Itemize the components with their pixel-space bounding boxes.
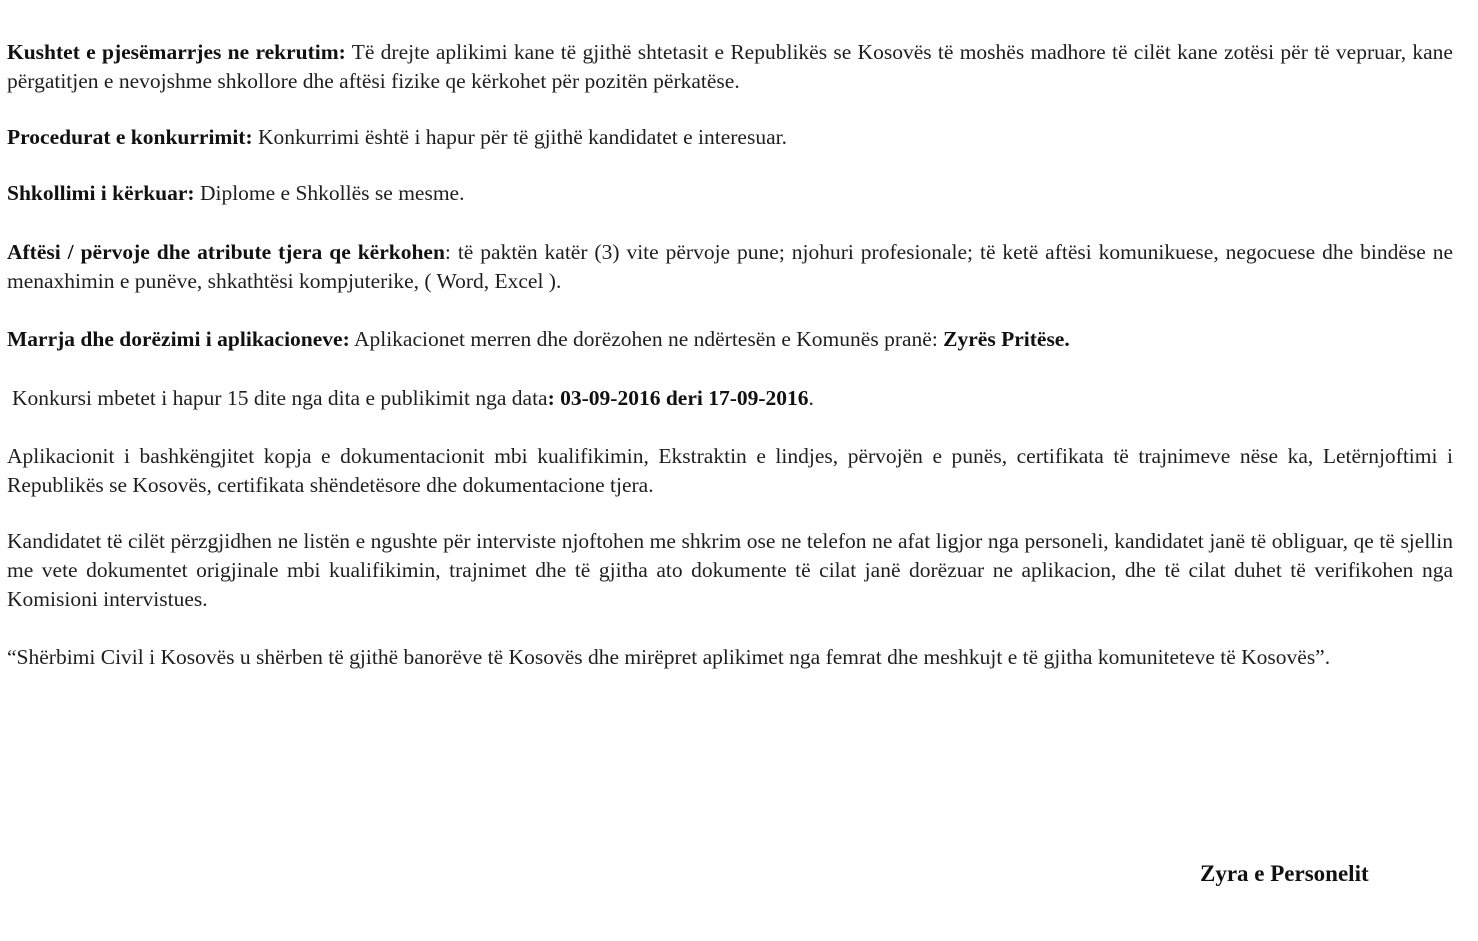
signature-personnel-office: Zyra e Personelit	[1200, 861, 1369, 886]
required-education-label: Shkollimi i kërkuar:	[7, 181, 195, 205]
participation-conditions-text: Të drejte aplikimi kane të gjithë shtetasit e Republikës se Kosovës të moshës madhore të cilët kane zotësi për të vepruar, kane përgatitjen e nevojshme shkollore dhe aftësi fizike qe kërkohet për pozitën përkatëse.	[7, 40, 1453, 93]
application-submission-paragraph	[7, 325, 1453, 354]
civil-service-text: “Shërbimi Civil i Kosovës u shërben të gjithë banorëve të Kosovës dhe mirëpret aplikimet nga femrat dhe meshkujt e të gjitha komuniteteve të Kosovës”.	[7, 645, 1331, 669]
application-submission-text: Aplikacionet merren dhe dorëzohen ne ndërtesën e Komunës pranë:	[349, 327, 944, 351]
attachments-paragraph	[7, 442, 1453, 500]
shortlist-paragraph	[7, 527, 1453, 614]
skills-experience-paragraph	[7, 238, 1453, 296]
shortlist-text: Kandidatet të cilët përzgjidhen ne listën e ngushte për interviste njoftohen me shkrim ose ne telefon ne afat ligjor nga personeli, kandidatet janë të obliguar, qe të sjellin me vete dokumentet origjinale mbi kualifikimin, trajnimet dhe të gjitha ato dokumente të cilat janë dorëzuar ne aplikacion, dhe të cilat duhet të verifikohen nga Komisioni intervistues.	[7, 529, 1453, 611]
reception-office-name: Zyrës Pritëse.	[943, 327, 1070, 351]
skills-experience-label: Aftësi / përvoje dhe atribute tjera qe kërkohen	[7, 240, 445, 264]
competition-procedures-text: Konkurrimi është i hapur për të gjithë kandidatet e interesuar.	[252, 125, 787, 149]
skills-experience-text: : të paktën katër (3) vite përvoje pune; njohuri profesionale; të ketë aftësi komunikuese, negocuese dhe bindëse ne menaxhimin e punëve, shkathtësi kompjuterike, ( Word, Excel ).	[7, 240, 1454, 293]
competition-procedures-paragraph	[7, 123, 1453, 152]
deadline-dates: : 03-09-2016 deri 17-09-2016	[547, 386, 809, 410]
required-education-paragraph	[7, 179, 1453, 208]
deadline-end: .	[808, 386, 814, 410]
civil-service-statement	[7, 643, 1453, 672]
deadline-text: Konkursi mbetet i hapur 15 dite nga dita e publikimit nga data	[12, 386, 548, 410]
competition-procedures-label: Procedurat e konkurrimit:	[7, 125, 253, 149]
participation-conditions-paragraph	[7, 38, 1453, 96]
attachments-text: Aplikacionit i bashkëngjitet kopja e dokumentacionit mbi kualifikimin, Ekstraktin e lindjes, përvojën e punës, certifikata të trajnimeve nëse ka, Letërnjoftimi i Republikës se Kosovës, certifikata shëndetësore dhe dokumentacione tjera.	[7, 444, 1453, 497]
application-submission-label: Marrja dhe dorëzimi i aplikacioneve:	[7, 327, 350, 351]
required-education-text: Diplome e Shkollës se mesme.	[194, 181, 465, 205]
deadline-paragraph	[12, 384, 1458, 413]
participation-conditions-label: Kushtet e pjesëmarrjes ne rekrutim:	[7, 40, 346, 64]
